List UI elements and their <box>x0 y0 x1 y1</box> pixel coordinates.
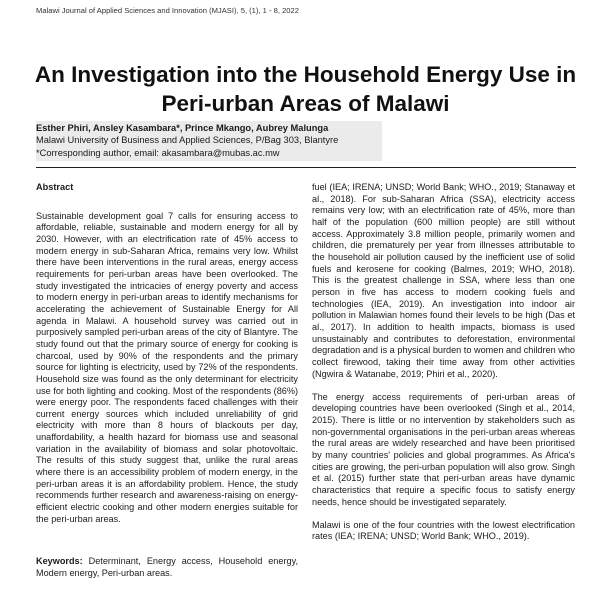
header-divider <box>36 167 576 168</box>
body-paragraph-1: fuel (IEA; IRENA; UNSD; World Bank; WHO., 2019; Stanaway et al., 2018). For sub-Saharan Africa (SSA), electricity access remains very low; with an electrification rate of 45%, more than half of the population (600 million people) are still without access. Approximately 3.8 million people, primarily women and children, die prematurely per year from illnesses attributable to the household air pollution caused by the inefficient use of solid fuels and kerosene for cooking (Balmes, 2019; WHO, 2018). This is the greatest challenge in SSA, where less than one person in five has access to modern cooking fuels and technologies (IEA, 2019). An investigation into indoor air pollution in Malawian homes found their levels to be high (Das et al., 2017). In addition to health impacts, biomass is used unsustainably and contributes to deforestation, environmental degradation and is a physical burden to women and children who collect firewood, taking their time away from other activities (Ngwira & Watanabe, 2019; Phiri et al., 2020). <box>312 182 575 379</box>
abstract-text: Sustainable development goal 7 calls for ensuring access to affordable, reliable, sustainable and modern energy for all by 2030. However, with an electrification rate of 45% access to modern energy in sub-Saharan Africa, remains very low. Whilst there have been interventions in the rural areas, energy access requirements for peri-urban areas have been overlooked. The study investigated the intricacies of energy poverty and access to modern energy in peri-urban areas to identify mechanisms for accelerating the achievement of Sustainable Energy for All agenda in Malawi. A household survey was carried out in purposively sampled peri-urban areas of the city of Blantyre. The study found out that the primary source of energy for cooking is charcoal, used by 90% of the respondents and the primary source for lighting is electricity, used by 72% of the respondents. Household size was found as the only determinant for electricity use for both lighting and cooking. Most of the respondents (86%) were energy poor. The respondents faced challenges with their current energy sources which included unreliability of grid electricity with more than 8 hours of blackouts per day, unaffordability, a health hazard for biomass use and seasonal variation in the availability of biomass and solar photovoltaic. The results of this study suggest that, unlike the rural areas where there is an accessibility problem of modern energy, in the peri-urban areas it is an affordability problem. Hence, the study recommends further research and awareness-raising on energy-efficient electric cooking and other modern energies suitable for the peri-urban areas. <box>36 210 298 524</box>
author-block <box>36 121 382 161</box>
corresponding-author: *Corresponding author, email: akasambara@mubas.ac.mw <box>36 147 280 158</box>
abstract-column <box>36 182 298 580</box>
author-affiliation: Malawi University of Business and Applied Sciences, P/Bag 303, Blantyre <box>36 135 339 146</box>
keywords-label: Keywords: <box>36 556 83 567</box>
keywords <box>36 556 298 579</box>
body-paragraph-3: Malawi is one of the four countries with the lowest electrification rates (IEA; IRENA; UNSD; World Bank; WHO., 2019). <box>312 519 575 542</box>
abstract-heading: Abstract <box>36 182 74 192</box>
author-names: Esther Phiri, Ansley Kasambara*, Prince Mkango, Aubrey Malunga <box>36 123 329 133</box>
journal-citation: Malawi Journal of Applied Sciences and Innovation (MJASI), 5, (1), 1 - 8, 2022 <box>36 6 299 15</box>
body-paragraph-2: The energy access requirements of peri-urban areas of developing countries have been overlooked (Singh et al., 2014, 2015). There is little or no intervention by stakeholders such as non-governmental organisations in the peri-urban areas whereas the rural areas are widely researched and have been prioritised by many countries' policies and global programmes. As Africa's cities are growing, the peri-urban population will also grow. Singh et al. (2015) further state that peri-urban areas have dynamic characteristics that require a specific focus to satisfy energy needs, hence should be investigated separately. <box>312 391 575 507</box>
paper-title: An Investigation into the Household Energy Use in Peri-urban Areas of Malawi <box>34 62 577 116</box>
keywords-list: Determinant, Energy access, Household energy, Modern energy, Peri-urban areas. <box>36 556 298 579</box>
body-column <box>312 182 575 543</box>
